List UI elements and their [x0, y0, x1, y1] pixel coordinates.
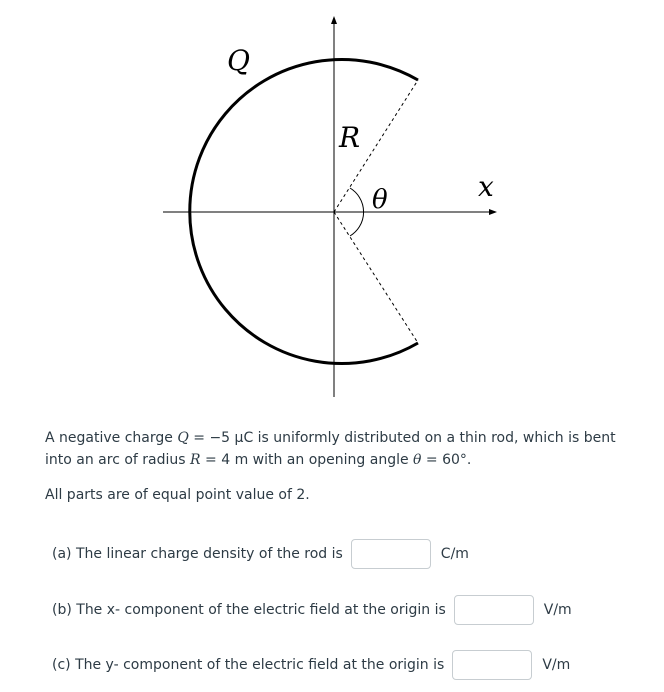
var-R: R [190, 452, 201, 468]
problem-statement [45, 427, 616, 471]
question-b [52, 595, 572, 625]
unit-label: V/m [542, 657, 571, 673]
unit-label: V/m [543, 602, 572, 618]
label-R: R [339, 121, 361, 154]
label-Q: Q [227, 44, 250, 77]
ex-field-input[interactable] [454, 595, 534, 625]
statement-text: into an arc of radius [45, 452, 191, 468]
question-label: (b) The x- component of the electric field at the origin is [52, 602, 446, 618]
statement-text: = −5 μC is uniformly distributed on a thin rod, which is bent [188, 430, 616, 446]
radius-line-lower [334, 212, 418, 343]
points-note: All parts are of equal point value of 2. [45, 487, 310, 503]
label-x: x [478, 170, 494, 203]
statement-text: = 4 m with an opening angle [200, 452, 414, 468]
question-label: (c) The y- component of the electric field at the origin is [52, 657, 445, 673]
statement-text: = 60°. [421, 452, 472, 468]
var-Q: Q [177, 430, 189, 446]
question-c [52, 650, 570, 680]
var-theta: θ [413, 452, 422, 468]
unit-label: C/m [440, 546, 469, 562]
ey-field-input[interactable] [452, 650, 532, 680]
question-label: (a) The linear charge density of the rod is [52, 546, 343, 562]
y-axis-arrow [331, 16, 337, 24]
x-axis-arrow [489, 209, 497, 215]
charge-density-input[interactable] [351, 539, 431, 569]
statement-text: A negative charge [45, 430, 178, 446]
label-theta: θ [372, 185, 388, 215]
question-a [52, 539, 469, 569]
